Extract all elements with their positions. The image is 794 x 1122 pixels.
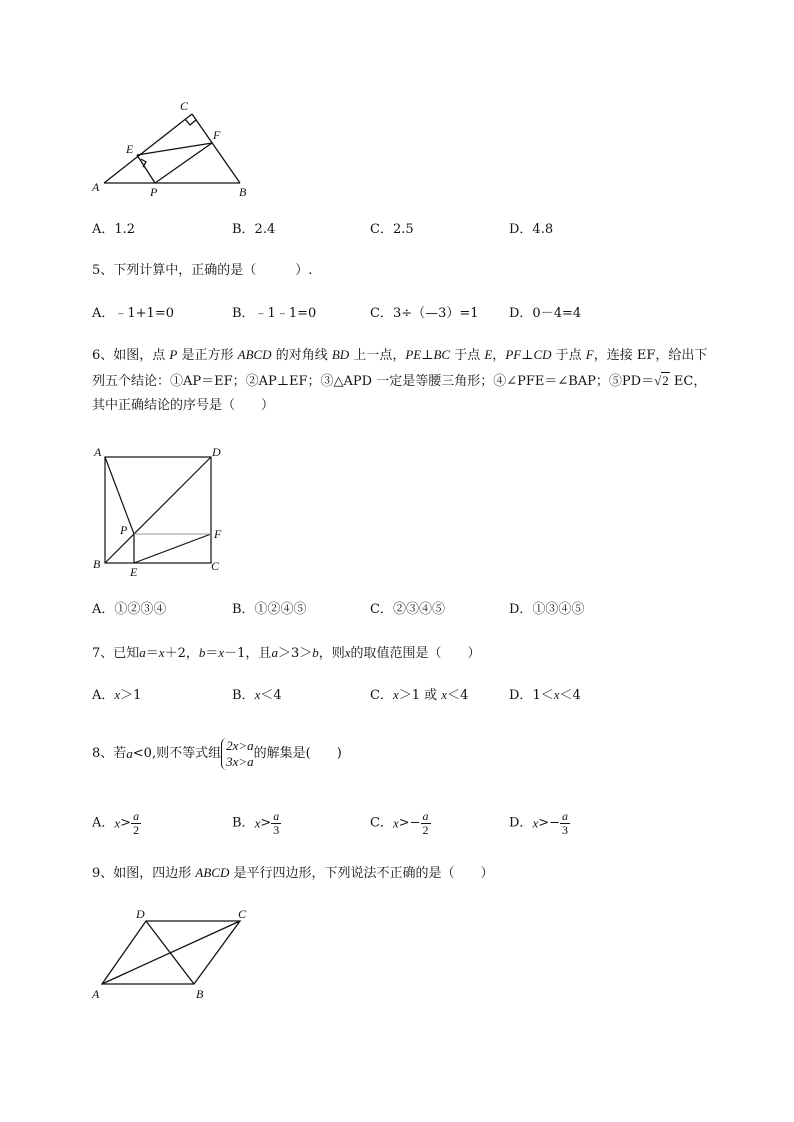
q6-option-b[interactable]: B．①②④⑤ <box>232 602 307 617</box>
q4-label-e: E <box>126 142 134 156</box>
q4-label-a: A <box>92 180 100 194</box>
q4-option-a[interactable]: A．1.2 <box>92 222 136 237</box>
q4-label-c: C <box>180 99 189 113</box>
q4-option-b[interactable]: B．2.4 <box>232 222 276 237</box>
q5-option-b[interactable]: B．﹣1﹣1=0 <box>232 306 317 321</box>
q6-label-d: D <box>212 445 221 459</box>
q9-parallelogram-figure <box>88 904 263 1004</box>
q8-option-b[interactable]: B．x> $\frac{a}{3}$ <box>232 809 280 837</box>
q5-option-c[interactable]: C．3÷（—3）=1 <box>370 306 479 321</box>
q4-label-f: F <box>213 128 221 142</box>
q4-option-c[interactable]: C．2.5 <box>370 222 414 237</box>
q6-label-p: P <box>120 523 128 537</box>
q6-label-a: A <box>94 445 102 459</box>
q6-label-c: C <box>211 559 220 573</box>
q6-option-d[interactable]: D．①③④⑤ <box>509 602 585 617</box>
q7-option-a[interactable]: A．x＞1 <box>92 687 142 703</box>
q6-label-e: E <box>130 565 138 579</box>
q9-label-a: A <box>92 987 100 1001</box>
q6-stem-line2: 列五个结论：①AP＝EF；②AP⊥EF；③△APD 一定是等腰三角形；④∠PFE＝∠BAP；⑤PD＝√2 EC， <box>92 373 707 389</box>
q7-option-b[interactable]: B．x＜4 <box>232 687 282 703</box>
q8-option-a[interactable]: A．x> $\frac{a}{2}$ <box>92 809 140 837</box>
q7-option-c[interactable]: C．x＞1 或 x＜4 <box>370 687 469 703</box>
q5-stem: 5、下列计算中，正确的是（ ）. <box>92 263 313 278</box>
inequality-system: 2x>a 3x>a <box>221 738 254 770</box>
q6-option-c[interactable]: C．②③④⑤ <box>370 602 445 617</box>
q9-label-d: D <box>136 907 145 921</box>
q4-option-d[interactable]: D．4.8 <box>509 222 554 237</box>
q9-label-b: B <box>196 987 204 1001</box>
sqrt-symbol: √2 <box>654 373 669 388</box>
q5-option-a[interactable]: A．﹣1+1=0 <box>92 306 174 321</box>
q9-label-c: C <box>238 907 247 921</box>
q6-stem-line1: 6、如图，点 P 是正方形 ABCD 的对角线 BD 上一点，PE⊥BC 于点 E，PF⊥CD 于点 F，连接 EF，给出下 <box>92 347 708 363</box>
q8-option-c[interactable]: C．x>− $\frac{a}{2}$ <box>370 809 429 837</box>
q6-option-a[interactable]: A．①②③④ <box>92 602 167 617</box>
q7-stem: 7、已知a＝x＋2，b＝x－1，且a＞3＞b，则x的取值范围是（ ） <box>92 645 481 661</box>
q8-option-d[interactable]: D．x>− $\frac{a}{3}$ <box>509 809 569 837</box>
q7-option-d[interactable]: D．1＜x＜4 <box>509 687 581 703</box>
q4-label-p: P <box>150 185 158 199</box>
q6-label-b: B <box>93 557 101 571</box>
q6-stem-line3: 其中正确结论的序号是（ ） <box>92 398 275 413</box>
q4-triangle-figure <box>88 96 258 200</box>
q8-stem: 8、若a<0,则不等式组 2x>a 3x>a 的解集是( ) <box>92 738 342 769</box>
q6-label-f: F <box>214 527 222 541</box>
q9-stem: 9、如图，四边形 ABCD 是平行四边形，下列说法不正确的是（ ） <box>92 865 494 881</box>
q5-option-d[interactable]: D．0－4=4 <box>509 306 582 321</box>
q6-square-figure <box>90 442 240 580</box>
q4-label-b: B <box>239 185 247 199</box>
